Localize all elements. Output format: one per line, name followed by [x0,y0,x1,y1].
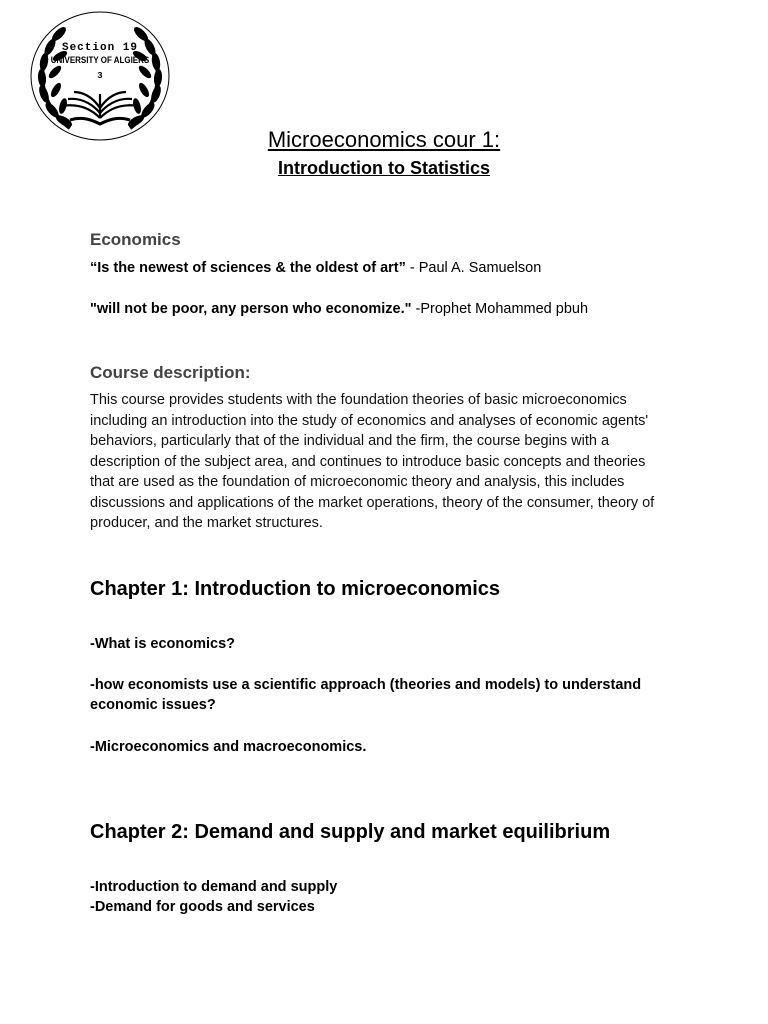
quote-samuelson-text: “Is the newest of sciences & the oldest of art” [90,260,406,276]
document-title-line [0,126,768,154]
seal-text-university: UNIVERSITY OF ALGIERS [50,54,150,65]
quote-samuelson [90,259,690,277]
seal-text-number: 3 [97,71,103,81]
course-description-line: including an introduction into the study of economics and analyses of economic agents' [90,412,649,429]
quote-samuelson-author: - Paul A. Samuelson [405,260,542,276]
course-description-line: producer, and the market structures. [90,515,323,531]
course-description-line: that are used as the foundation of microeconomic theory and analysis, this includes [90,474,625,490]
quote-prophet [90,300,690,318]
economics-heading: Economics [90,230,181,249]
course-description-line: behaviors, particularly that of the individual and the firm, the course begins with a [90,433,610,449]
chapter-1-heading: Chapter 1: Introduction to microeconomics [90,578,501,600]
document-subtitle: Introduction to Statistics [277,158,490,178]
seal-text-section: Section 19 [61,42,139,54]
course-description-line: description of the subject area, and continues to introduce basic concepts and theories [90,453,646,470]
chapter-1-item: economic issues? [90,697,216,713]
chapter-1-item: -What is economics? [90,636,236,652]
title-block [0,126,768,180]
quote-prophet-text: "will not be poor, any person who economize." [90,301,412,317]
course-description-line: discussions and applications of the market operations, theory of the consumer, theory of [90,494,655,511]
course-description-heading: Course description: [90,363,251,382]
chapter-1-item: -Microeconomics and macroeconomics. [90,739,367,755]
course-description-body [90,390,710,534]
chapter-2-item: -Introduction to demand and supply [90,879,338,895]
quote-prophet-author: -Prophet Mohammed pbuh [411,301,589,317]
chapter-2-item: -Demand for goods and services [90,899,315,915]
document-title-colon: : [494,127,501,152]
course-description-line: This course provides students with the foundation theories of basic microeconomics [90,392,627,408]
university-seal-logo [30,10,172,142]
chapter-1-item: -how economists use a scientific approach (theories and models) to understand [90,677,642,693]
document-title: Microeconomics cour 1 [267,127,495,152]
chapter-2-heading: Chapter 2: Demand and supply and market equilibrium [90,821,611,843]
